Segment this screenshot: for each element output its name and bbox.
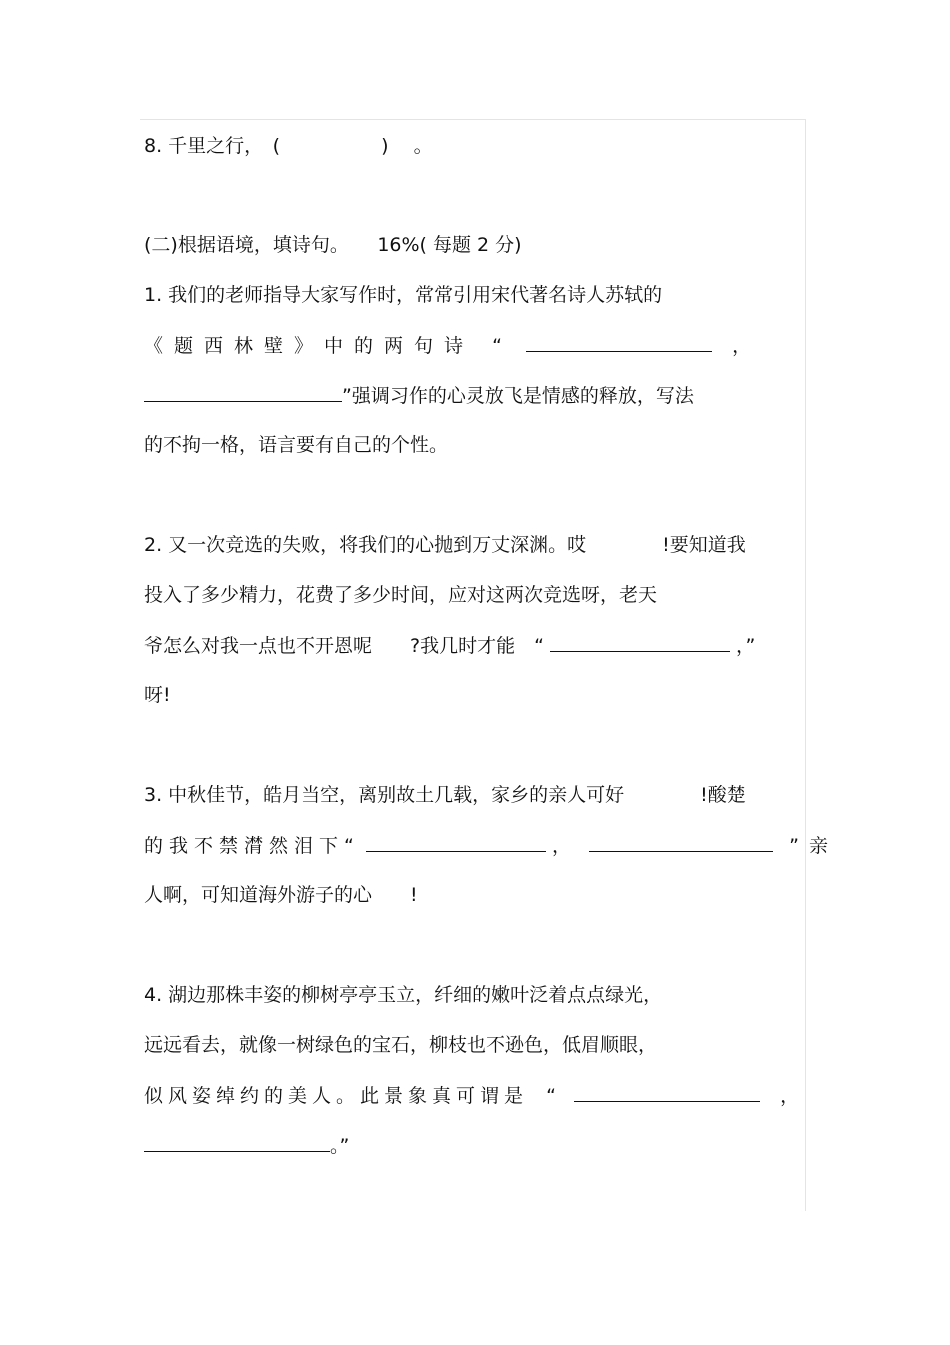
answer-blank-1b[interactable]: [144, 383, 342, 402]
closing-quote: ，”: [736, 635, 756, 657]
question-3-line-3: 人啊，可知道海外游子的心 !: [144, 884, 418, 906]
question-1-line-3: [144, 383, 694, 408]
question-4-line-4: [144, 1133, 349, 1158]
question-1-line-4: 的不拘一格，语言要有自己的个性。: [144, 434, 449, 456]
question-2-line-4: 呀!: [144, 684, 171, 706]
question-8: 8. 千里之行， ( ) 。: [144, 135, 433, 157]
question-2-text-3: 爷怎么对我一点也不开恩呢 ?我几时才能 “: [144, 635, 544, 657]
question-3-text-2: 的我不禁潸然泪下“: [144, 835, 360, 857]
question-4-line-1: 4. 湖边那株丰姿的柳树亭亭玉立，纤细的嫩叶泛着点点绿光，: [144, 984, 663, 1006]
open-quote: “: [546, 1085, 556, 1107]
question-3-text-2b: ”亲: [789, 835, 838, 857]
question-4-line-3: [144, 1083, 800, 1108]
question-2-line-2: 投入了多少精力，花费了多少时间，应对这两次竞选呀，老天: [144, 584, 658, 606]
open-quote: “: [492, 335, 502, 357]
comma: ，: [732, 335, 752, 357]
question-4-line-2: 远远看去，就像一树绿色的宝石，柳枝也不逊色，低眉顺眼，: [144, 1034, 658, 1056]
answer-blank-4b[interactable]: [144, 1133, 330, 1152]
answer-blank-3b[interactable]: [589, 833, 773, 852]
answer-blank-4a[interactable]: [574, 1083, 760, 1102]
question-4-text-3: 似风姿绰约的美人。此景象真可谓是: [144, 1085, 529, 1107]
question-3-line-2: [144, 833, 838, 858]
question-4-text-4: 。”: [330, 1135, 350, 1157]
answer-blank-1a[interactable]: [526, 333, 712, 352]
section-header: (二)根据语境，填诗句。 16%( 每题 2 分): [144, 234, 522, 256]
answer-blank-2[interactable]: [550, 633, 730, 652]
question-1-text: 《题西林壁》中的两句诗: [144, 335, 475, 357]
question-1-text-3: ”强调习作的心灵放飞是情感的释放，写法: [342, 385, 694, 407]
answer-blank-3a[interactable]: [366, 833, 546, 852]
question-2-line-3: [144, 633, 755, 658]
comma: ，: [780, 1085, 800, 1107]
question-3-line-1: 3. 中秋佳节，皓月当空，离别故土几载，家乡的亲人可好 !酸楚: [144, 784, 746, 806]
question-1-line-1: 1. 我们的老师指导大家写作时，常常引用宋代著名诗人苏轼的: [144, 284, 663, 306]
question-1-line-2: [144, 333, 794, 358]
question-2-line-1: 2. 又一次竞选的失败，将我们的心抛到万丈深渊。哎 !要知道我: [144, 534, 746, 556]
comma: ，: [551, 835, 571, 857]
